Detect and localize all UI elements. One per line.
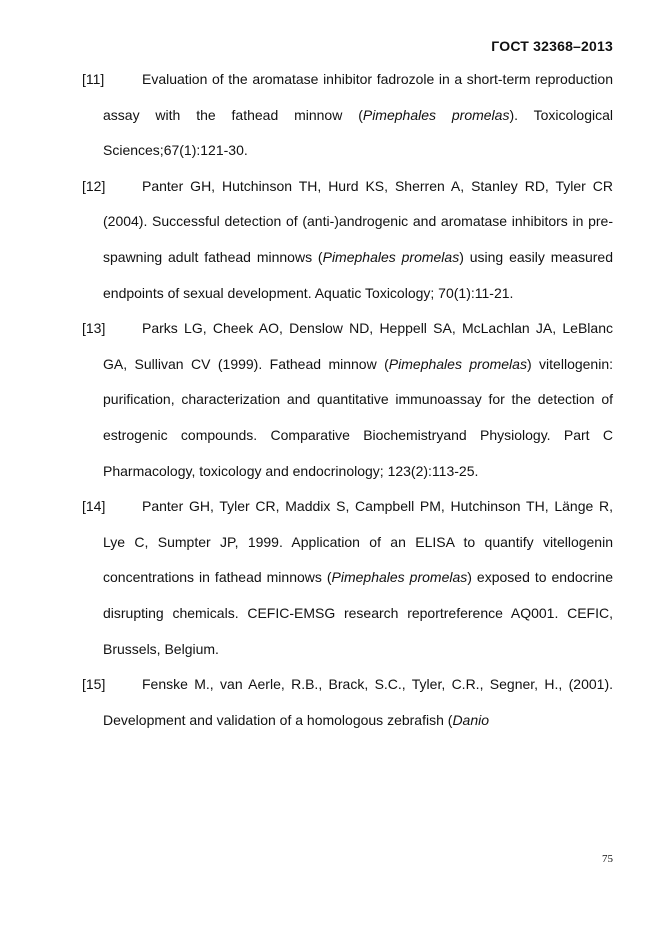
- document-header: ГОСТ 32368–2013: [491, 38, 613, 54]
- reference-number: [11]: [82, 71, 105, 87]
- reference-text: [103, 311, 613, 489]
- reference-segment: Panter GH, Hutchinson TH, Hurd KS, Sherren A, Stanley RD, Tyler CR (2004). Successful detection of (anti-)androgenic and aromatase inhibitors in pre-spawning adult fathead minnows (: [103, 177, 613, 265]
- reference-segment: Evaluation of the aromatase inhibitor fadrozole in a short-term reproduction assay with the fathead minnow (: [103, 71, 613, 123]
- reference-segment: Fenske M., van Aerle, R.B., Brack, S.C., Tyler, C.R., Segner, H., (2001). Development and validation of a homologous zebrafish (: [103, 676, 613, 728]
- reference-text: [103, 62, 613, 169]
- species-name: Pimephales promelas: [388, 355, 527, 372]
- reference-item: [82, 62, 613, 169]
- reference-number: [12]: [82, 177, 106, 194]
- species-name: Pimephales promelas: [362, 106, 510, 123]
- species-name: Pimephales promelas: [331, 569, 468, 586]
- reference-text: [103, 169, 613, 311]
- reference-number: [14]: [82, 498, 106, 515]
- reference-number: [13]: [82, 320, 106, 337]
- reference-segment: ) using easily measured endpoints of sexual development. Aquatic Toxicology; 70(1):11-21.: [103, 248, 614, 301]
- reference-list: [82, 62, 613, 738]
- reference-text: [103, 489, 613, 667]
- reference-item: [82, 489, 613, 667]
- reference-segment: Panter GH, Tyler CR, Maddix S, Campbell PM, Hutchinson TH, Länge R, Lye C, Sumpter JP, 1999. Application of an ELISA to quantify vitellogenin concentrations in fathead minnows (: [103, 498, 613, 586]
- species-name: Danio: [452, 711, 490, 728]
- reference-segment: ) exposed to endocrine disrupting chemicals. CEFIC-EMSG research reportreference AQ001. CEFIC, Brussels, Belgium.: [103, 569, 613, 657]
- reference-item: [82, 667, 613, 738]
- reference-segment: ) vitellogenin: purification, characterization and quantitative immunoassay for the detection of estrogenic compounds. Comparative Biochemistryand Physiology. Part C Pharmacology, toxicology and endocrinology; 123(2):113-25.: [103, 355, 613, 479]
- reference-item: [82, 311, 613, 489]
- reference-text: [103, 667, 613, 738]
- species-name: Pimephales promelas: [322, 248, 460, 265]
- reference-segment: ). Toxicological Sciences;67(1):121-30.: [103, 106, 613, 159]
- page-number: 75: [602, 853, 613, 865]
- reference-item: [82, 169, 613, 311]
- reference-number: [15]: [82, 676, 106, 693]
- reference-segment: Parks LG, Cheek AO, Denslow ND, Heppell SA, McLachlan JA, LeBlanc GA, Sullivan CV (1999). Fathead minnow (: [103, 320, 613, 372]
